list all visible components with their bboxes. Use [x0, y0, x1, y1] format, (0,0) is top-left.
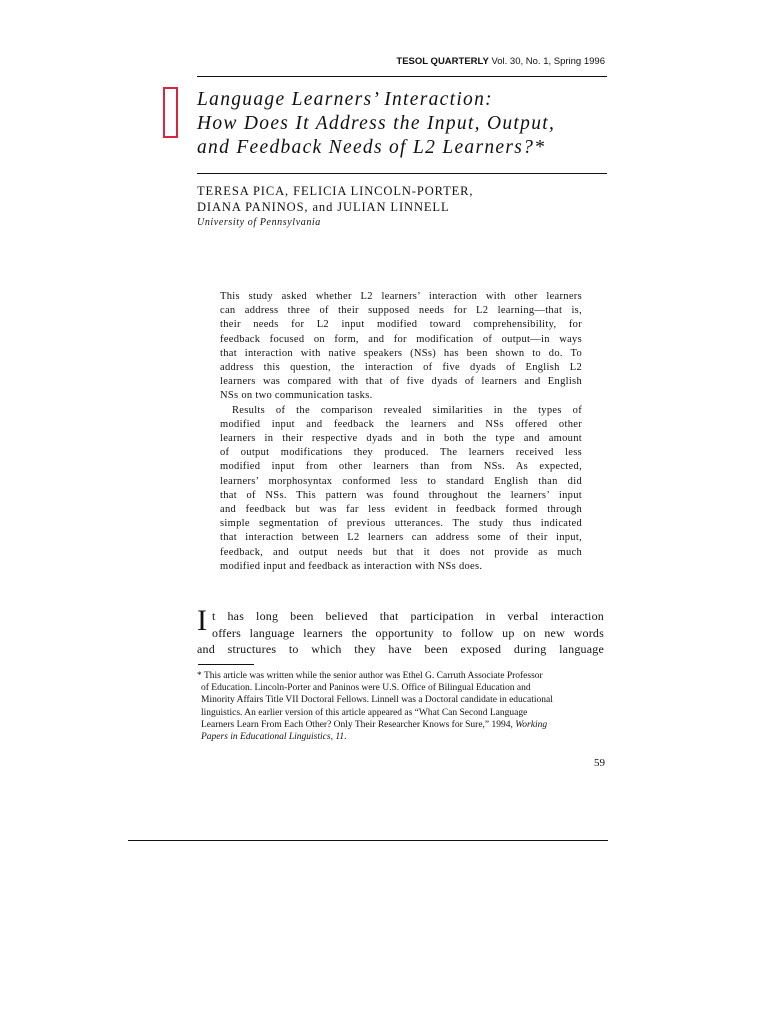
title-rule — [197, 173, 607, 174]
abstract-line: can address three of their supposed needs for L2 learning—that is, — [220, 305, 582, 317]
author-list — [197, 184, 473, 215]
footnote-line: Learners Learn From Each Other? Only Their Researcher Knows for Sure,” 1994, — [201, 719, 513, 730]
title-line: Language Learners’ Interaction: — [197, 89, 493, 110]
abstract-line: learners in their respective dyads and in both the type and amount — [220, 433, 582, 445]
drop-cap: I — [197, 604, 207, 637]
journal-name: TESOL QUARTERLY — [396, 56, 489, 67]
author-line: TERESA PICA, FELICIA LINCOLN-PORTER, — [197, 184, 474, 198]
abstract — [220, 290, 582, 574]
footnote-period: . — [344, 732, 347, 743]
body-line: offers language learners the opportunity to follow up on new words — [212, 625, 604, 640]
abstract-line: that of NSs. This pattern was found throughout the learners’ input — [220, 489, 582, 501]
title-line: and Feedback Needs of L2 Learners?* — [197, 137, 546, 158]
page-number: 59 — [594, 757, 605, 769]
footnote — [197, 670, 607, 743]
abstract-line: and feedback but was far less evident in feedback formed through — [220, 504, 582, 516]
abstract-line: feedback focused on form, and for modification of output—in ways — [220, 333, 582, 345]
footnote-journal-citation: Papers in Educational Linguistics, 11 — [201, 732, 345, 743]
footnote-line: Minority Affairs Title VII Doctoral Fellows. Linnell was a Doctoral candidate in educational — [201, 695, 553, 706]
journal-issue: Vol. 30, No. 1, Spring 1996 — [491, 56, 605, 67]
affiliation: University of Pennsylvania — [197, 217, 321, 228]
title-line: How Does It Address the Input, Output, — [197, 113, 556, 134]
abstract-line: their needs for L2 input modified toward comprehensibility, for — [220, 319, 582, 331]
body-text — [197, 604, 604, 658]
article-title — [197, 88, 617, 160]
abstract-line: address this question, the interaction of five dyads of English L2 — [220, 362, 582, 374]
abstract-line: This study asked whether L2 learners’ interaction with other learners — [220, 291, 582, 302]
footnote-line: of Education. Lincoln-Porter and Paninos were U.S. Office of Bilingual Education and — [201, 683, 531, 694]
footnote-rule — [198, 664, 254, 665]
footnote-line: * This article was written while the senior author was Ethel G. Carruth Associate Professor — [197, 671, 543, 681]
abstract-line: modified input from other learners than from NSs. As expected, — [220, 461, 582, 473]
body-line: t has long been believed that participation in verbal interaction — [212, 609, 604, 623]
abstract-line: that interaction with native speakers (NSs) has been shown to do. To — [220, 347, 582, 359]
abstract-line: NSs on two communication tasks. — [220, 390, 373, 402]
body-line: and structures to which they have been exposed during language — [197, 642, 604, 656]
abstract-line: simple segmentation of previous utterances. The study thus indicated — [220, 518, 582, 530]
journal-header — [396, 56, 605, 67]
author-line: DIANA PANINOS, and JULIAN LINNELL — [197, 199, 450, 214]
abstract-line: modified input and feedback the learners and NSs offered other — [220, 418, 582, 430]
header-rule — [197, 76, 607, 77]
footnote-citation-line — [197, 731, 607, 743]
page-bottom-rule — [128, 840, 608, 841]
abstract-line: modified input and feedback as interaction with NSs does. — [220, 560, 483, 572]
abstract-line: of output modifications they produced. The learners received less — [220, 447, 582, 459]
footnote-line-with-citation — [197, 719, 607, 731]
footnote-line: linguistics. An earlier version of this article appeared as “What Can Second Language — [201, 707, 528, 718]
abstract-line: feedback, and output needs but that it does not provide as much — [220, 546, 582, 558]
abstract-line: Results of the comparison revealed similarities in the types of — [232, 404, 582, 416]
footnote-italic-text: Working — [515, 719, 548, 730]
abstract-line: learners was compared with that of five dyads of learners and English — [220, 376, 582, 388]
title-marker-box — [163, 87, 178, 138]
abstract-line: that interaction between L2 learners can address some of their input, — [220, 532, 582, 544]
abstract-line: learners’ morphosyntax conformed less to standard English than did — [220, 475, 582, 487]
